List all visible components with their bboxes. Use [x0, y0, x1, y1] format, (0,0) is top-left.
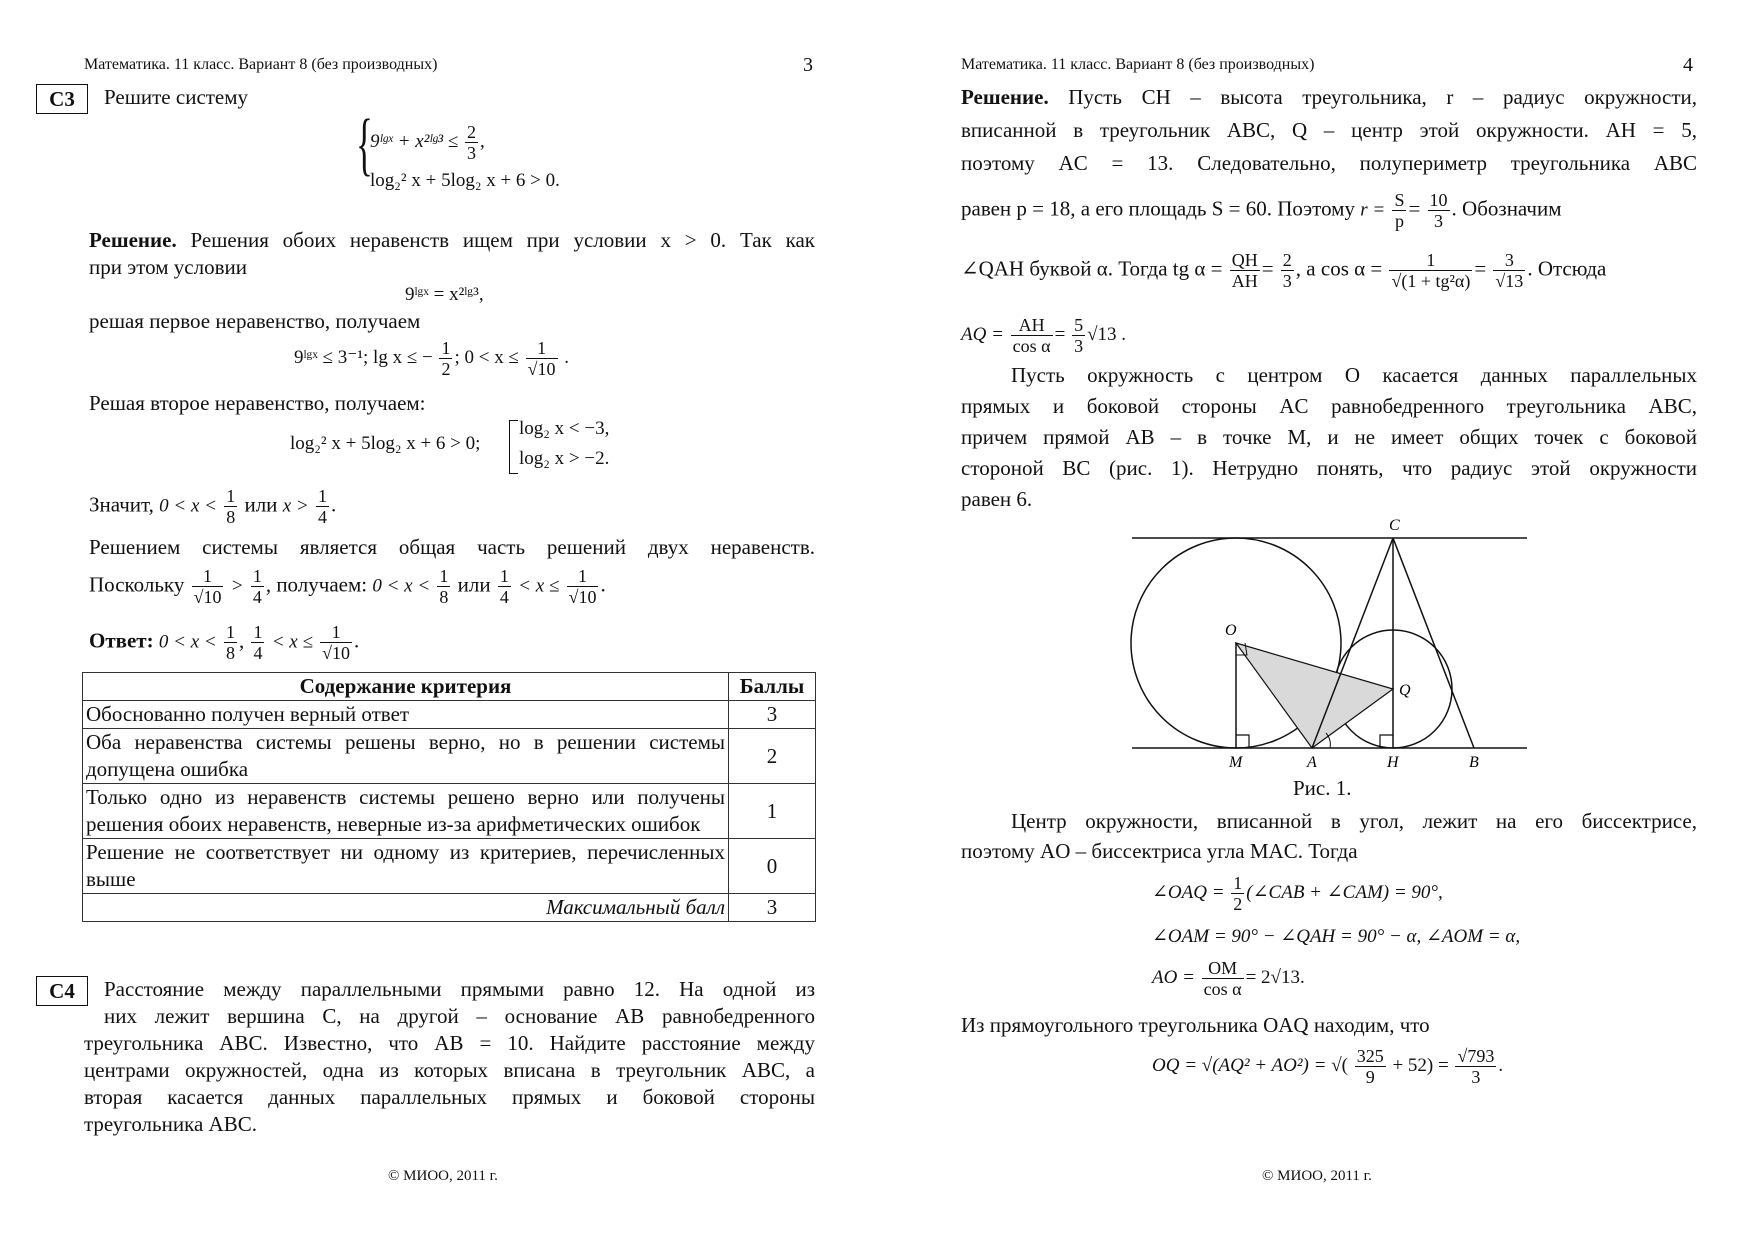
solution-line: поэтому AO – биссектриса угла MAC. Тогда	[961, 839, 1358, 863]
solution-line: Решая второе неравенство, получаем:	[89, 391, 426, 415]
label-a: A	[1307, 754, 1317, 770]
label-h: H	[1387, 754, 1399, 770]
label-q: Q	[1399, 682, 1411, 699]
system-line-1: 9ˡᵍˣ + x²ˡᵍ³ ≤ $\frac{2}{3}$ ,	[370, 122, 485, 163]
points-cell: 3	[729, 701, 816, 729]
points-cell: 2	[729, 729, 816, 784]
figure-caption: Рис. 1.	[1293, 776, 1352, 800]
system-brace: {	[356, 106, 373, 183]
points-cell: 1	[729, 784, 816, 839]
aq-formula: AQ = $\frac{AH}{\text{cos α}}$ = $\frac{5}{3}$ √13 .	[961, 315, 1126, 356]
solution-line: равен 6.	[961, 487, 1033, 511]
criteria-table	[82, 672, 816, 922]
page-footer: © МИОО, 2011 г.	[1262, 1168, 1372, 1184]
triangle-oaq	[1236, 643, 1393, 748]
task-c4-line: центрами окружностей, одна из которых вписана в треугольник ABC, а	[84, 1058, 815, 1082]
solution-line: равен p = 18, а его площадь S = 60. Поэтому r = $\frac{S}{p}$ = $\frac{10}{3}$ . Обозначим	[961, 190, 1562, 231]
table-header-row	[83, 673, 816, 701]
solution-line: решая первое неравенство, получаем	[89, 309, 421, 333]
set-bracket	[509, 420, 518, 474]
solution-para-1: Решение. Решения обоих неравенств ищем при условии x > 0. Так как	[89, 228, 816, 252]
table-row	[83, 839, 816, 894]
page-header: Математика. 11 класс. Вариант 8 (без производных)	[961, 56, 1315, 73]
column-header-criterion: Содержание критерия	[83, 673, 729, 701]
max-score-value: 3	[729, 894, 816, 922]
points-cell: 0	[729, 839, 816, 894]
page-header: Математика. 11 класс. Вариант 8 (без производных)	[84, 56, 438, 73]
task-c4-line: треугольника ABC. Известно, что AB = 10. Найдите расстояние между	[84, 1031, 815, 1055]
label-b: B	[1469, 754, 1479, 770]
criterion-cell: Решение не соответствует ни одному из критериев, перечисленных выше	[83, 839, 729, 894]
solution-line: поэтому AC = 13. Следовательно, полупериметр треугольника ABC	[961, 151, 1697, 175]
label-m: M	[1229, 754, 1243, 770]
table-row	[83, 894, 816, 922]
task-badge-c4: C4	[36, 976, 88, 1006]
solution-line: стороной BC (рис. 1). Нетрудно понять, что радиус этой окружности	[961, 456, 1697, 480]
task-c4-line: треугольника ABC.	[84, 1112, 257, 1136]
solution-para-2: Решением системы является общая часть решений двух неравенств.	[89, 535, 815, 559]
table-row	[83, 784, 816, 839]
right-angle-mark-h	[1380, 735, 1393, 748]
equation-oam: ∠OAM = 90° − ∠QAH = 90° − α, ∠AOM = α,	[1152, 926, 1521, 947]
task-c4-line: них лежит вершина C, на другой – основание AB равнобедренного	[104, 1004, 815, 1028]
equation-oaq: ∠OAQ = $\frac{1}{2}$ (∠CAB + ∠CAM) = 90°,	[1152, 873, 1443, 914]
table-row	[83, 701, 816, 729]
equation-3: log₂² x + 5log₂ x + 6 > 0;	[290, 433, 481, 454]
page-number: 3	[803, 54, 813, 76]
equation-3-case-2: log₂ x > −2.	[519, 448, 610, 469]
since-line: Поскольку $\frac{1}{√10}$ > $\frac{1}{4}$ , получаем: 0 < x < $\frac{1}{8}$ или $\frac{1}{4}$ < x ≤ $\frac{1}{√10}$ .	[89, 566, 606, 607]
solution-para-1: Решение. Пусть CH – высота треугольника, r – радиус окружности,	[961, 85, 1697, 109]
equation-1: 9ˡᵍˣ = x²ˡᵍ³,	[405, 284, 484, 305]
solution-line: ∠QAH буквой α. Тогда tg α = $\frac{QH}{AH}$ = $\frac{2}{3}$ , а cos α = $\frac{1}{\text{√(1 + tg²α)}}$ = $\frac{3}{√13}$ . Отсюда	[961, 250, 1607, 291]
column-header-points: Баллы	[729, 673, 816, 701]
table-row	[83, 729, 816, 784]
equation-2: 9ˡᵍˣ ≤ 3⁻¹; lg x ≤ − $\frac{1}{2}$ ; 0 < x ≤ $\frac{1}{√10}$ .	[294, 338, 570, 379]
page-number: 4	[1683, 54, 1693, 76]
criterion-cell: Оба неравенства системы решены верно, но в решении системы допущена ошибка	[83, 729, 729, 784]
page-footer: © МИОО, 2011 г.	[388, 1168, 498, 1184]
label-c: C	[1389, 517, 1400, 534]
system-line-2: log₂² x + 5log₂ x + 6 > 0.	[370, 170, 560, 191]
side-bc	[1393, 538, 1474, 748]
solution-line: причем прямой AB – в точке M, и не имеет общих точек с боковой	[961, 425, 1697, 449]
right-angle-mark-m	[1236, 735, 1249, 748]
task-badge-c3: C3	[36, 84, 88, 114]
right-page	[877, 0, 1754, 1239]
solution-para-3: Центр окружности, вписанной в угол, лежит на его биссектрисе,	[1011, 809, 1697, 833]
solution-line: Из прямоугольного треугольника OAQ находим, что	[961, 1013, 1430, 1037]
solution-para-2: Пусть окружность с центром O касается данных параллельных	[1011, 363, 1697, 387]
solution-line: при этом условии	[89, 255, 247, 279]
task-c3-text: Решите систему	[104, 85, 249, 109]
criterion-cell: Обоснованно получен верный ответ	[83, 701, 729, 729]
equation-oq: OQ = √(AQ² + AO²) = √( $\frac{325}{9}$ + 52) = $\frac{√793}{3}$ .	[1152, 1046, 1504, 1087]
figure-1	[1127, 515, 1577, 770]
max-score-label: Максимальный балл	[83, 894, 729, 922]
task-c4-line: Расстояние между параллельными прямыми равно 12. На одной из	[104, 977, 815, 1001]
equation-3-case-1: log₂ x < −3,	[519, 418, 610, 439]
solution-line: вписанной в треугольник ABC, Q – центр этой окружности. AH = 5,	[961, 118, 1697, 142]
criterion-cell: Только одно из неравенств системы решено верно или получены решения обоих неравенств, неверные из-за арифметических ошибок	[83, 784, 729, 839]
conclusion-line: Значит, 0 < x < $\frac{1}{8}$ или x > $\frac{1}{4}$ .	[89, 486, 337, 527]
answer-line: Ответ: 0 < x < $\frac{1}{8}$ , $\frac{1}{4}$ < x ≤ $\frac{1}{√10}$ .	[89, 622, 360, 663]
label-o: O	[1225, 622, 1237, 639]
equation-ao: AO = $\frac{OM}{\text{cos α}}$ = 2√13.	[1152, 958, 1305, 999]
task-c4-line: вторая касается данных параллельных прямых и боковой стороны	[84, 1085, 815, 1109]
solution-line: прямых и боковой стороны AC равнобедренного треугольника ABC,	[961, 394, 1697, 418]
